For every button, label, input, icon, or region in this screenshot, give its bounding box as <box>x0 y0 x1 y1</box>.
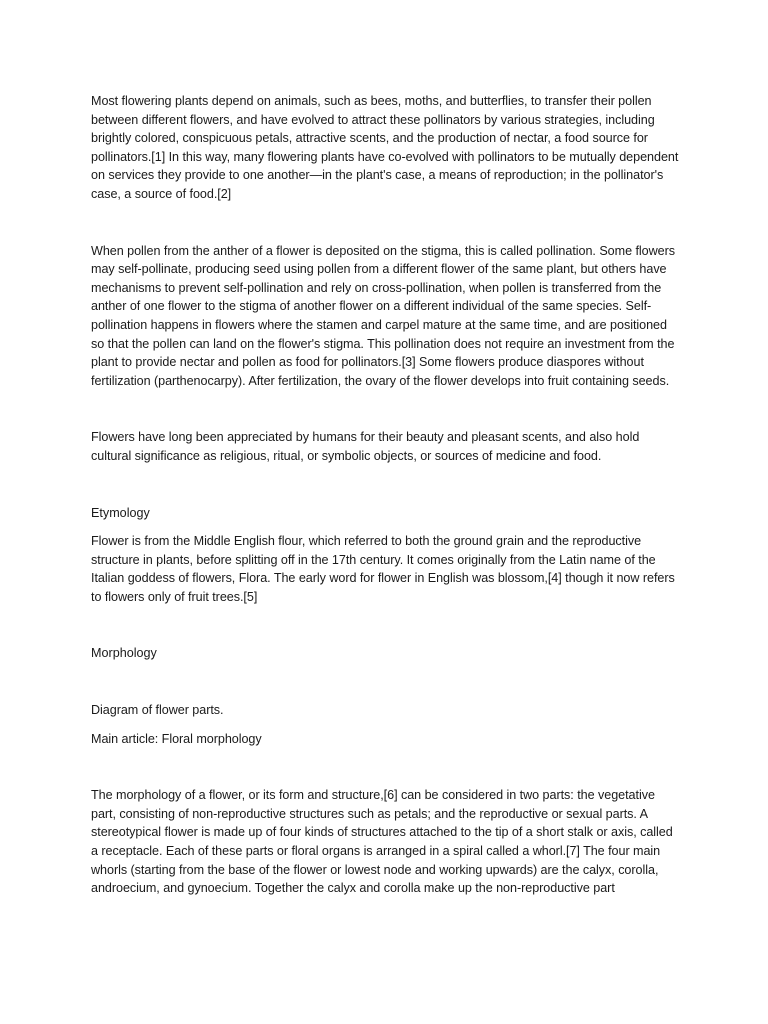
heading-morphology: Morphology <box>91 646 157 661</box>
main-article-link[interactable]: Main article: Floral morphology <box>91 731 262 746</box>
paragraph-pollinators: Most flowering plants depend on animals, such as bees, moths, and butterflies, to transfer their pollen between different flowers, and have evolved to attract these pollinators by various strategies, including brightly colored, conspicuous petals, attractive scents, and the production of nectar, a food source for pollinators.[1] In this way, many flowering plants have co-evolved with pollinators to be mutually dependent on services they provide to one another—in the plant's case, a means of reproduction; in the pollinator's case, a source of food.[2] <box>91 94 679 201</box>
paragraph-pollination: When pollen from the anther of a flower is deposited on the stigma, this is called pollination. Some flowers may self-pollinate, producing seed using pollen from a different flower of the same plant, but others have mechanisms to prevent self-pollination and rely on cross-pollination, when pollen is transferred from the anther of one flower to the stigma of another flower on a different individual of the same species. Self-pollination happens in flowers where the stamen and carpel mature at the same time, and are positioned so that the pollen can land on the flower's stigma. This pollination does not require an investment from the plant to provide nectar and pollen as food for pollinators.[3] Some flowers produce diaspores without fertilization (parthenocarpy). After fertilization, the ovary of the flower develops into fruit containing seeds. <box>91 243 676 388</box>
document-page <box>91 92 681 898</box>
paragraph-morphology: The morphology of a flower, or its form and structure,[6] can be considered in two parts: the vegetative part, consisting of non-reproductive structures such as petals; and the reproductive or sexual parts. A stereotypical flower is made up of four kinds of structures attached to the tip of a short stalk or axis, called a receptacle. Each of these parts or floral organs is arranged in a spiral called a whorl.[7] The four main whorls (starting from the base of the flower or lowest node and working upwards) are the calyx, corolla, androecium, and gynoecium. Together the calyx and corolla make up the non-reproductive part <box>91 788 673 896</box>
heading-etymology: Etymology <box>91 505 150 520</box>
paragraph-cultural-significance: Flowers have long been appreciated by humans for their beauty and pleasant scents, and also hold cultural significance as religious, ritual, or symbolic objects, or sources of medicine and food. <box>91 430 640 463</box>
paragraph-etymology: Flower is from the Middle English flour, which referred to both the ground grain and the reproductive structure in plants, before splitting off in the 17th century. It comes originally from the Latin name of the Italian goddess of flowers, Flora. The early word for flower in English was blossom,[4] though it now refers to flowers only of fruit trees.[5] <box>91 534 675 604</box>
figure-caption: Diagram of flower parts. <box>91 703 224 718</box>
